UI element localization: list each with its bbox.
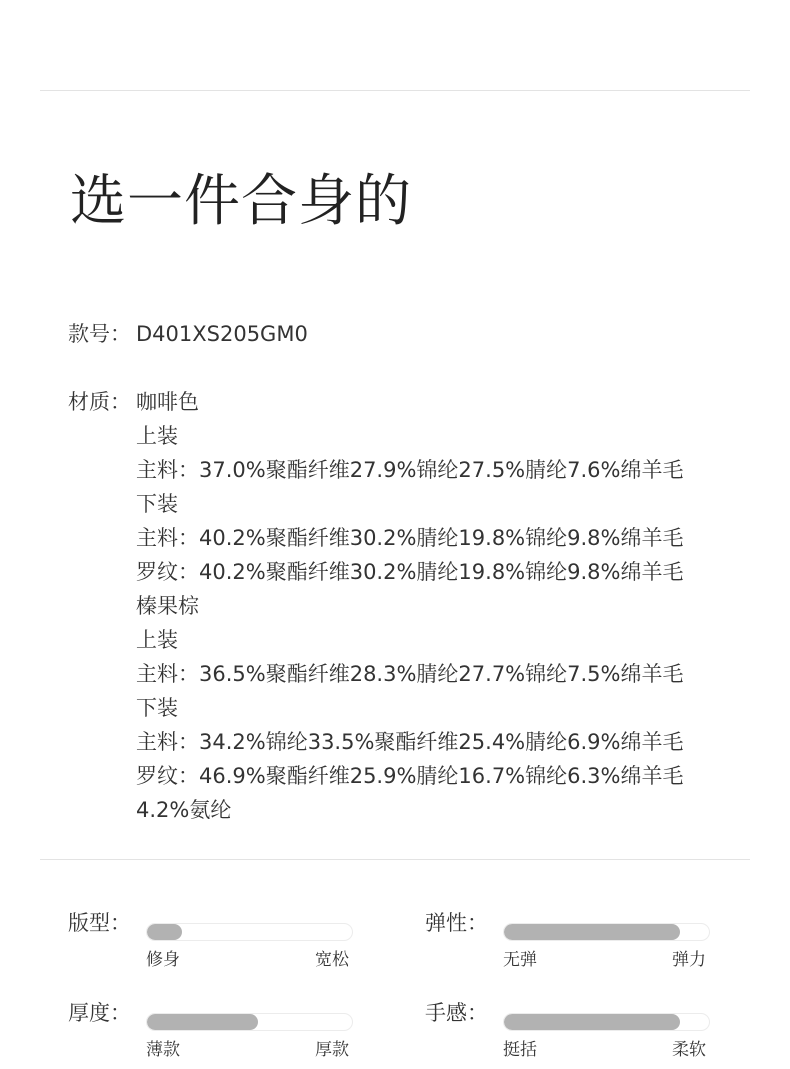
hand-feel-fill: [504, 1014, 680, 1030]
material-line: 下装: [136, 492, 178, 516]
material-line: 主料：37.0%聚酯纤维27.9%锦纶27.5%腈纶7.6%绵羊毛: [136, 458, 684, 482]
material-line: 上装: [136, 628, 178, 652]
fit-fill: [147, 924, 182, 940]
hand-feel-label: 手感：: [425, 1001, 488, 1025]
fit-low-label: 修身: [146, 950, 180, 970]
thickness-low-label: 薄款: [146, 1040, 180, 1060]
section-divider: [40, 859, 750, 860]
hand-feel-meter: [425, 999, 785, 1069]
material-line: 榛果棕: [136, 594, 199, 618]
elasticity-meter: [425, 909, 785, 979]
style-number-value: D401XS205GM0: [136, 322, 308, 346]
material-line: 主料：34.2%锦纶33.5%聚酯纤维25.4%腈纶6.9%绵羊毛: [136, 730, 684, 754]
elasticity-high-label: 弹力: [672, 950, 706, 970]
material-line: 罗纹：40.2%聚酯纤维30.2%腈纶19.8%锦纶9.8%绵羊毛: [136, 560, 684, 584]
page-title: 选一件合身的: [70, 169, 412, 234]
hand-feel-low-label: 挺括: [503, 1040, 537, 1060]
hand-feel-high-label: 柔软: [672, 1040, 706, 1060]
thickness-track: [146, 1013, 353, 1031]
material-line: 上装: [136, 424, 178, 448]
style-number-label: 款号：: [68, 322, 131, 346]
hand-feel-track: [503, 1013, 710, 1031]
material-line: 主料：40.2%聚酯纤维30.2%腈纶19.8%锦纶9.8%绵羊毛: [136, 526, 684, 550]
material-line: 4.2%氨纶: [136, 798, 232, 822]
fit-label: 版型：: [68, 911, 131, 935]
material-block: [68, 385, 684, 827]
elasticity-low-label: 无弹: [503, 950, 537, 970]
material-line: 罗纹：46.9%聚酯纤维25.9%腈纶16.7%锦纶6.3%绵羊毛: [136, 764, 684, 788]
material-color-coffee: 咖啡色: [136, 390, 199, 414]
elasticity-fill: [504, 924, 680, 940]
material-line: 下装: [136, 696, 178, 720]
thickness-meter: [68, 999, 428, 1069]
fit-track: [146, 923, 353, 941]
fit-high-label: 宽松: [315, 950, 349, 970]
thickness-high-label: 厚款: [315, 1040, 349, 1060]
thickness-fill: [147, 1014, 258, 1030]
fit-meter: [68, 909, 428, 979]
style-number-row: [68, 317, 308, 351]
elasticity-label: 弹性：: [425, 911, 488, 935]
material-label: 材质：: [68, 390, 131, 414]
top-divider: [40, 90, 750, 91]
thickness-label: 厚度：: [68, 1001, 131, 1025]
elasticity-track: [503, 923, 710, 941]
material-line: 主料：36.5%聚酯纤维28.3%腈纶27.7%锦纶7.5%绵羊毛: [136, 662, 684, 686]
